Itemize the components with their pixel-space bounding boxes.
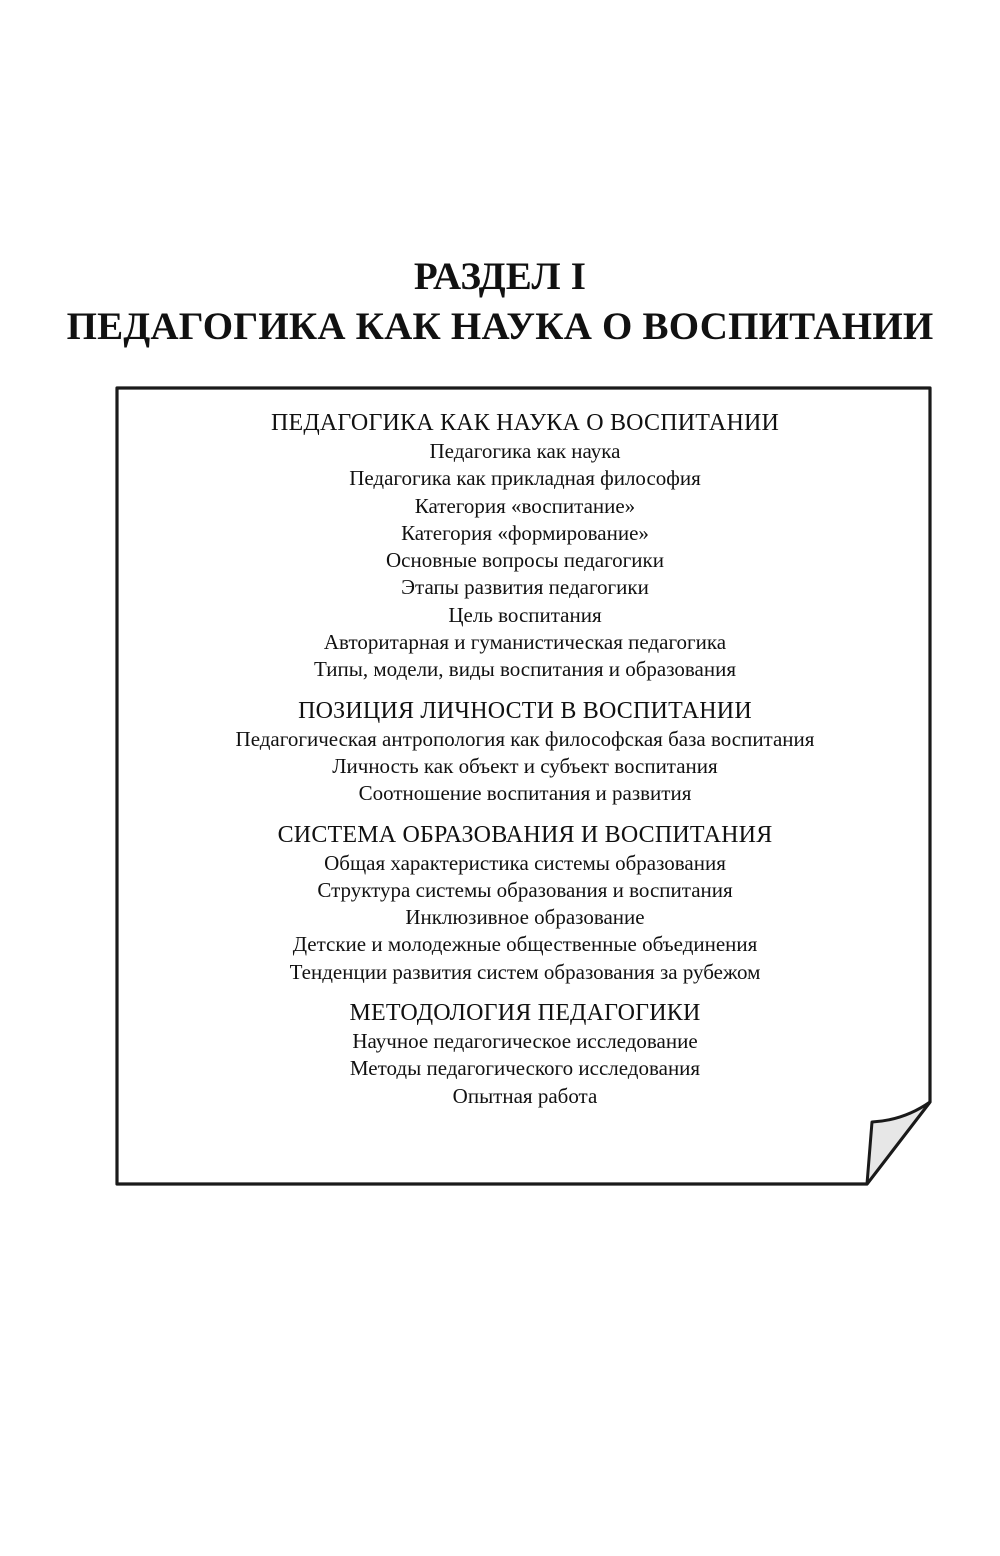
toc-item: Детские и молодежные общественные объединения bbox=[292, 932, 758, 957]
toc-heading: ПЕДАГОГИКА КАК НАУКА О ВОСПИТАНИИ bbox=[270, 410, 780, 436]
contents-list bbox=[115, 408, 935, 1122]
toc-item: Научное педагогическое исследование bbox=[352, 1029, 698, 1054]
toc-item: Опытная работа bbox=[452, 1083, 598, 1108]
toc-item: Цель воспитания bbox=[448, 602, 602, 627]
toc-item: Основные вопросы педагогики bbox=[386, 548, 664, 573]
page-header bbox=[0, 252, 1000, 352]
toc-item: Личность как объект и субъект воспитания bbox=[332, 753, 718, 778]
toc-item: Соотношение воспитания и развития bbox=[358, 781, 692, 806]
toc-section bbox=[115, 408, 935, 684]
contents-frame bbox=[115, 386, 935, 1186]
toc-item: Категория «воспитание» bbox=[414, 493, 636, 518]
toc-item: Авторитарная и гуманистическая педагогика bbox=[323, 630, 727, 655]
toc-section bbox=[115, 696, 935, 808]
toc-item: Педагогическая антропология как философская база воспитания bbox=[235, 726, 815, 751]
toc-item: Общая характеристика системы образования bbox=[324, 850, 726, 875]
toc-item: Педагогика как прикладная философия bbox=[349, 466, 701, 491]
toc-heading: МЕТОДОЛОГИЯ ПЕДАГОГИКИ bbox=[349, 1000, 701, 1027]
section-title: ПЕДАГОГИКА КАК НАУКА О ВОСПИТАНИИ bbox=[66, 305, 934, 348]
toc-item: Этапы развития педагогики bbox=[401, 575, 649, 600]
toc-item: Категория «формирование» bbox=[401, 520, 649, 545]
toc-heading: СИСТЕМА ОБРАЗОВАНИЯ И ВОСПИТАНИЯ bbox=[277, 821, 773, 848]
toc-item: Методы педагогического исследования bbox=[349, 1056, 701, 1081]
toc-item: Типы, модели, виды воспитания и образования bbox=[314, 657, 736, 682]
toc-item: Педагогика как наука bbox=[429, 439, 621, 463]
toc-item: Структура системы образования и воспитания bbox=[317, 877, 733, 902]
section-label: РАЗДЕЛ I bbox=[413, 255, 587, 298]
toc-section bbox=[115, 998, 935, 1110]
toc-heading: ПОЗИЦИЯ ЛИЧНОСТИ В ВОСПИТАНИИ bbox=[298, 697, 752, 724]
toc-item: Тенденции развития систем образования за рубежом bbox=[289, 959, 761, 984]
toc-section bbox=[115, 820, 935, 986]
toc-item: Инклюзивное образование bbox=[405, 905, 645, 930]
